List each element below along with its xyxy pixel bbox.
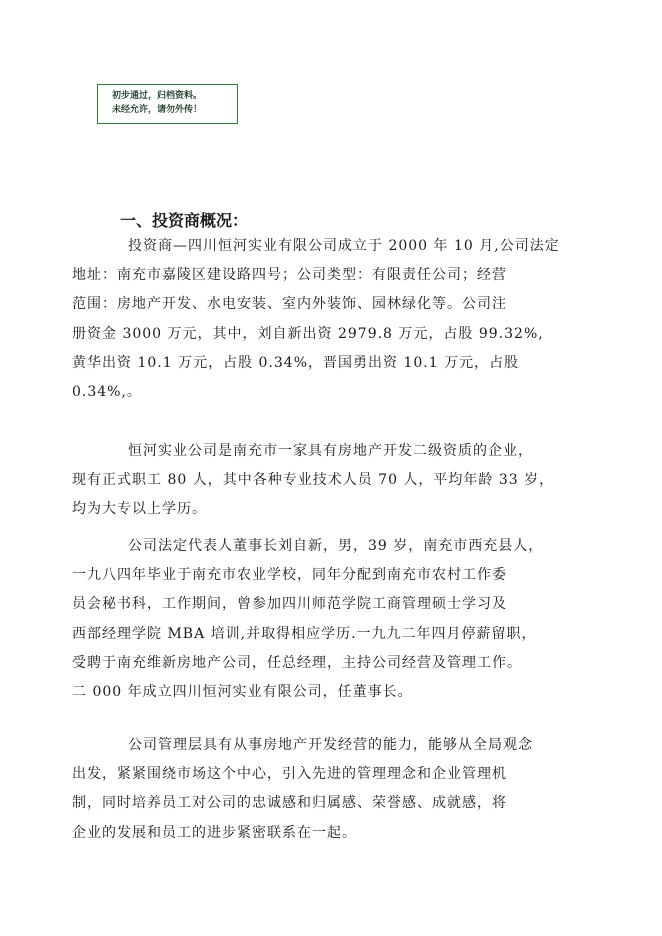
paragraph-management-team <box>72 731 570 848</box>
text-line: 制，同时培养员工对公司的忠诚感和归属感、荣誉感、成就感，将 <box>72 795 507 812</box>
text-line: 黄华出资 10.1 万元，占股 0.34%，晋国勇出资 10.1 万元，占股 <box>72 354 520 371</box>
paragraph-legal-representative <box>72 532 570 707</box>
text-line: 范围：房地产开发、水电安装、室内外装饰、园林绿化等。公司注 <box>72 296 507 313</box>
notice-line-2: 未经允许，请勿外传！ <box>112 105 203 115</box>
text-line: 西部经理学院 MBA 培训,并取得相应学历.一九九二年四月停薪留职， <box>72 625 537 642</box>
text-line: 二 000 年成立四川恒河实业有限公司，任董事长。 <box>72 684 413 701</box>
text-line: 册资金 3000 万元，其中，刘自新出资 2979.8 万元，占股 99.32%, <box>72 325 544 342</box>
paragraph-company-qualification <box>72 437 570 525</box>
text-line: 员会秘书科，工作期间，曾参加四川师范学院工商管理硕士学习及 <box>72 596 507 613</box>
text-line: 公司管理层具有从事房地产开发经营的能力，能够从全局观念 <box>128 737 533 753</box>
text-line: 投资商—四川恒河实业有限公司成立于 2000 年 10 月,公司法定 <box>128 238 560 254</box>
text-line: 均为大专以上学历。 <box>72 501 207 518</box>
text-line: 企业的发展和员工的进步紧密联系在一起。 <box>72 824 357 841</box>
section-heading-investor-overview: 一、投资商概况： <box>120 211 249 230</box>
text-line: 受聘于南充维新房地产公司，任总经理，主持公司经营及管理工作。 <box>72 654 522 671</box>
text-line: 一九八四年毕业于南充市农业学校，同年分配到南充市农村工作委 <box>72 567 507 584</box>
text-line: 0.34%,。 <box>72 384 142 401</box>
text-line: 出发，紧紧围绕市场这个中心，引入先进的管理理念和企业管理机 <box>72 766 507 783</box>
text-line: 地址：南充市嘉陵区建设路四号；公司类型：有限责任公司；经营 <box>72 267 507 284</box>
confidential-notice-box <box>97 84 238 124</box>
paragraph-company-profile <box>72 232 570 407</box>
text-line: 公司法定代表人董事长刘自新，男，39 岁，南充市西充县人， <box>128 538 544 554</box>
text-line: 恒河实业公司是南充市一家具有房地产开发二级资质的企业， <box>128 443 533 459</box>
text-line: 现有正式职工 80 人，其中各种专业技术人员 70 人，平均年龄 33 岁， <box>72 472 555 489</box>
notice-line-1: 初步通过，归档资料。 <box>112 91 203 101</box>
